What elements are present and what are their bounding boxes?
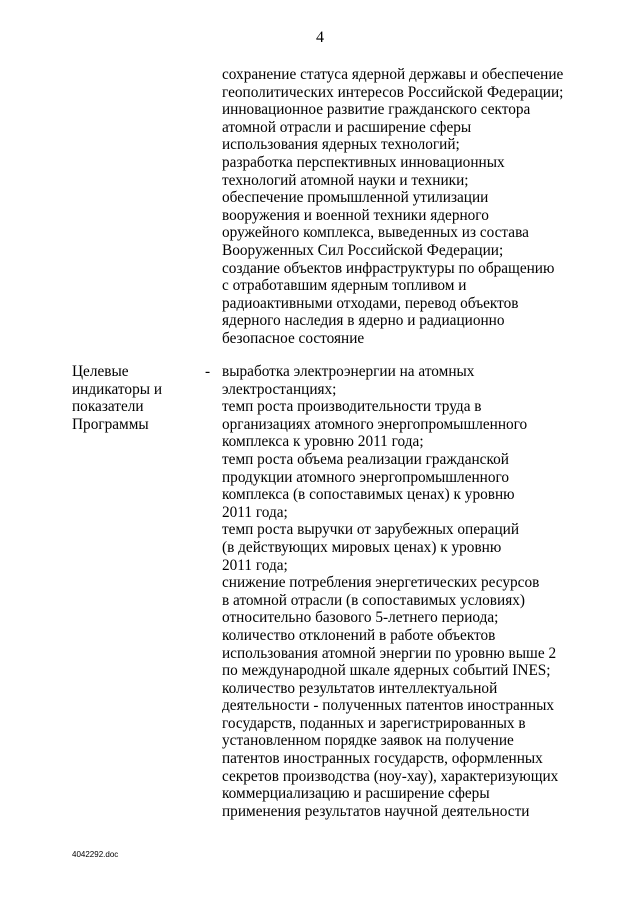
text-line: радиоактивными отходами, перевод объектов <box>222 294 519 312</box>
text-line: создание объектов инфраструктуры по обращению <box>222 259 555 277</box>
page-number: 4 <box>316 29 324 46</box>
continued-goals-text <box>222 66 602 348</box>
text-line: вооружения и военной техники ядерного <box>222 206 489 224</box>
value-line: относительно базового 5-летнего периода; <box>222 609 499 627</box>
value-line: количество результатов интеллектуальной <box>222 679 498 697</box>
label-line: индикаторы и <box>72 380 163 398</box>
section-value <box>222 363 602 820</box>
section-label <box>72 363 202 433</box>
value-line: коммерциализацию и расширение сферы <box>222 785 490 803</box>
text-line: ядерного наследия в ядерно и радиационно <box>222 312 505 330</box>
value-line: 2011 года; <box>222 503 288 521</box>
value-line: электростанциях; <box>222 380 337 398</box>
label-line: Программы <box>72 415 149 433</box>
value-line: комплекса к уровню 2011 года; <box>222 433 424 451</box>
value-line: продукции атомного энергопромышленного <box>222 468 510 486</box>
value-line: по международной шкале ядерных событий INES; <box>222 662 551 680</box>
value-line: комплекса (в сопоставимых ценах) к уровню <box>222 486 515 504</box>
text-line: обеспечение промышленной утилизации <box>222 189 489 207</box>
text-line: атомной отрасли и расширение сферы <box>222 118 472 136</box>
text-line: инновационное развитие гражданского сектора <box>222 101 531 119</box>
value-line: снижение потребления энергетических ресурсов <box>222 574 540 592</box>
value-line: использования атомной энергии по уровню выше 2 <box>222 644 557 662</box>
value-line: темп роста выручки от зарубежных операций <box>222 521 520 539</box>
document-filename-footer: 4042292.doc <box>72 850 119 859</box>
text-line: сохранение статуса ядерной державы и обеспечение <box>222 66 564 83</box>
value-line: патентов иностранных государств, оформленных <box>222 750 543 768</box>
text-line: оружейного комплекса, выведенных из состава <box>222 224 529 242</box>
value-line: темп роста объема реализации гражданской <box>222 450 509 468</box>
value-line: в атомной отрасли (в сопоставимых условиях) <box>222 591 525 609</box>
label-line: Целевые <box>72 363 129 380</box>
text-line: с отработавшим ядерным топливом и <box>222 277 467 295</box>
value-line: деятельности - полученных патентов иностранных <box>222 697 555 715</box>
label-line: показатели <box>72 398 144 416</box>
value-line: секретов производства (ноу-хау), характеризующих <box>222 767 559 785</box>
value-line: выработка электроэнергии на атомных <box>222 363 475 380</box>
value-line: 2011 года; <box>222 556 288 574</box>
text-line: Вооруженных Сил Российской Федерации; <box>222 241 504 259</box>
value-line: применения результатов научной деятельности <box>222 802 530 820</box>
value-line: установленном порядке заявок на получение <box>222 732 514 750</box>
text-line: безопасное состояние <box>222 329 365 347</box>
text-line: технологий атомной науки и техники; <box>222 171 469 189</box>
value-line: (в действующих мировых ценах) к уровню <box>222 538 502 556</box>
label-separator-dash: - <box>205 363 211 380</box>
value-line: количество отклонений в работе объектов <box>222 626 496 644</box>
text-line: разработка перспективных инновационных <box>222 153 505 171</box>
value-line: организациях атомного энергопромышленного <box>222 415 528 433</box>
text-line: использования ядерных технологий; <box>222 136 460 154</box>
value-line: государств, поданных и зарегистрированных в <box>222 714 526 732</box>
text-line: геополитических интересов Российской Федерации; <box>222 83 564 101</box>
value-line: темп роста производительности труда в <box>222 398 482 416</box>
